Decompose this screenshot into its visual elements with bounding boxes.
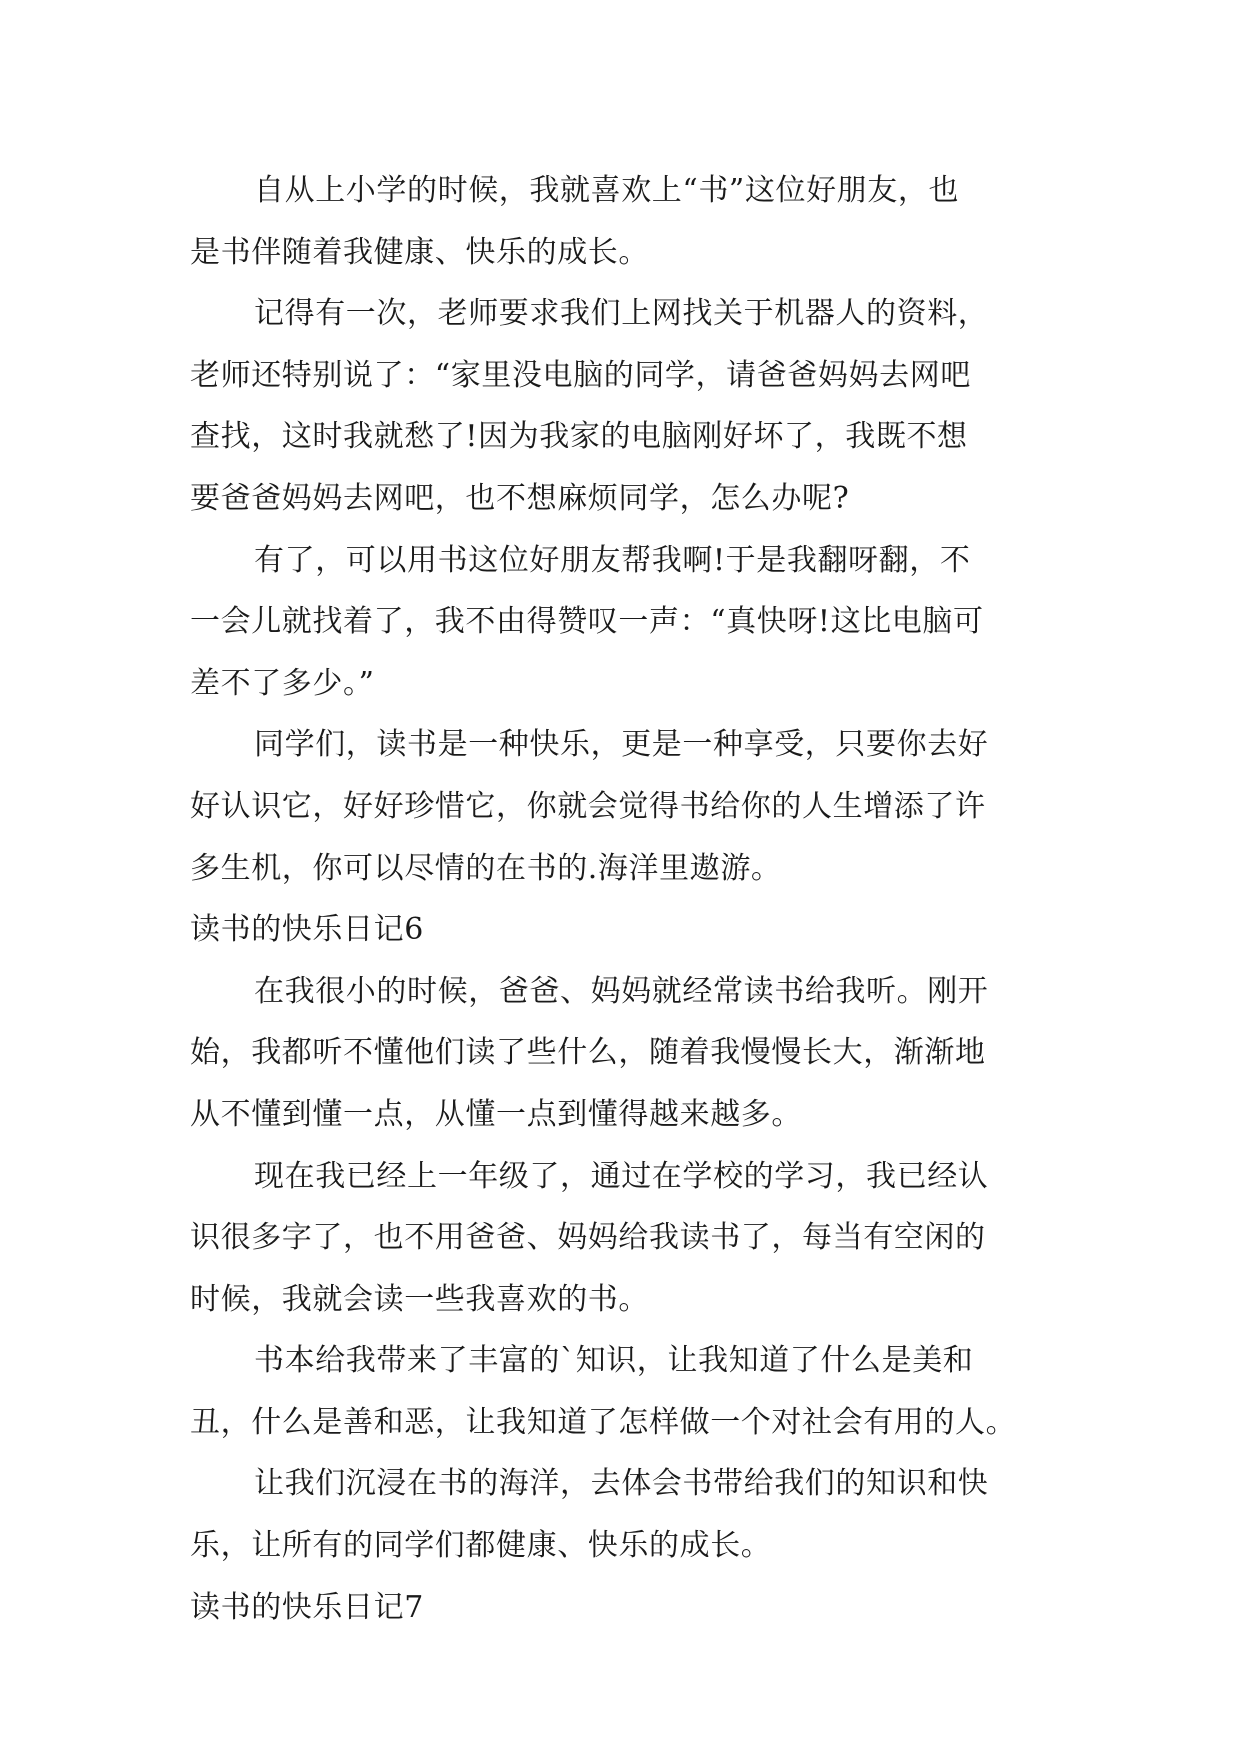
- paragraph-line: 有了，可以用书这位好朋友帮我啊!于是我翻呀翻，不: [254, 542, 971, 578]
- paragraph: [190, 283, 1050, 529]
- paragraph: [190, 530, 1050, 715]
- paragraph: [190, 160, 1050, 283]
- paragraph-line: 同学们，读书是一种快乐，更是一种享受，只要你去好: [254, 727, 989, 763]
- paragraph: [190, 1330, 1050, 1453]
- paragraph-line: 书本给我带来了丰富的`知识，让我知道了什么是美和: [254, 1343, 974, 1379]
- paragraph-line: 在我很小的时候，爸爸、妈妈就经常读书给我听。刚开: [254, 973, 989, 1009]
- paragraph-line: 记得有一次，老师要求我们上网找关于机器人的资料，: [254, 296, 989, 332]
- paragraph-line: 乐，让所有的同学们都健康、快乐的成长。: [190, 1528, 772, 1564]
- section-heading: 读书的快乐日记6: [190, 912, 424, 948]
- paragraph-line: 是书伴随着我健康、快乐的成长。: [190, 234, 649, 270]
- paragraph-line: 查找，这时我就愁了!因为我家的电脑刚好坏了，我既不想: [190, 419, 968, 455]
- paragraph-line: 现在我已经上一年级了，通过在学校的学习，我已经认: [254, 1158, 989, 1194]
- paragraph-line: 差不了多少。”: [190, 665, 375, 701]
- paragraph: [190, 1146, 1050, 1331]
- document-body: [190, 160, 1050, 1638]
- paragraph-line: 好认识它，好好珍惜它，你就会觉得书给你的人生增添了许: [190, 788, 986, 824]
- paragraph-line: 自从上小学的时候，我就喜欢上“书”这位好朋友，也: [254, 173, 960, 208]
- paragraph: [190, 1453, 1050, 1576]
- paragraph-line: 丑，什么是善和恶，让我知道了怎样做一个对社会有用的人。: [190, 1404, 1017, 1440]
- paragraph-line: 始，我都听不懂他们读了些什么，随着我慢慢长大，渐渐地: [190, 1035, 986, 1071]
- section-heading: 读书的快乐日记7: [190, 1589, 424, 1625]
- paragraph-line: 从不懂到懂一点，从懂一点到懂得越来越多。: [190, 1096, 802, 1132]
- paragraph: [190, 714, 1050, 899]
- paragraph-line: 多生机，你可以尽情的在书的.海洋里遨游。: [190, 850, 782, 886]
- paragraph-line: 时候，我就会读一些我喜欢的书。: [190, 1281, 649, 1317]
- paragraph-line: 让我们沉浸在书的海洋，去体会书带给我们的知识和快: [254, 1466, 989, 1502]
- paragraph-line: 一会儿就找着了，我不由得赞叹一声：“真快呀!这比电脑可: [190, 604, 984, 640]
- paragraph-line: 识很多字了，也不用爸爸、妈妈给我读书了，每当有空闲的: [190, 1220, 986, 1256]
- paragraph-line: 要爸爸妈妈去网吧，也不想麻烦同学，怎么办呢?: [190, 480, 850, 516]
- paragraph: [190, 961, 1050, 1146]
- paragraph-line: 老师还特别说了：“家里没电脑的同学，请爸爸妈妈去网吧: [190, 357, 971, 393]
